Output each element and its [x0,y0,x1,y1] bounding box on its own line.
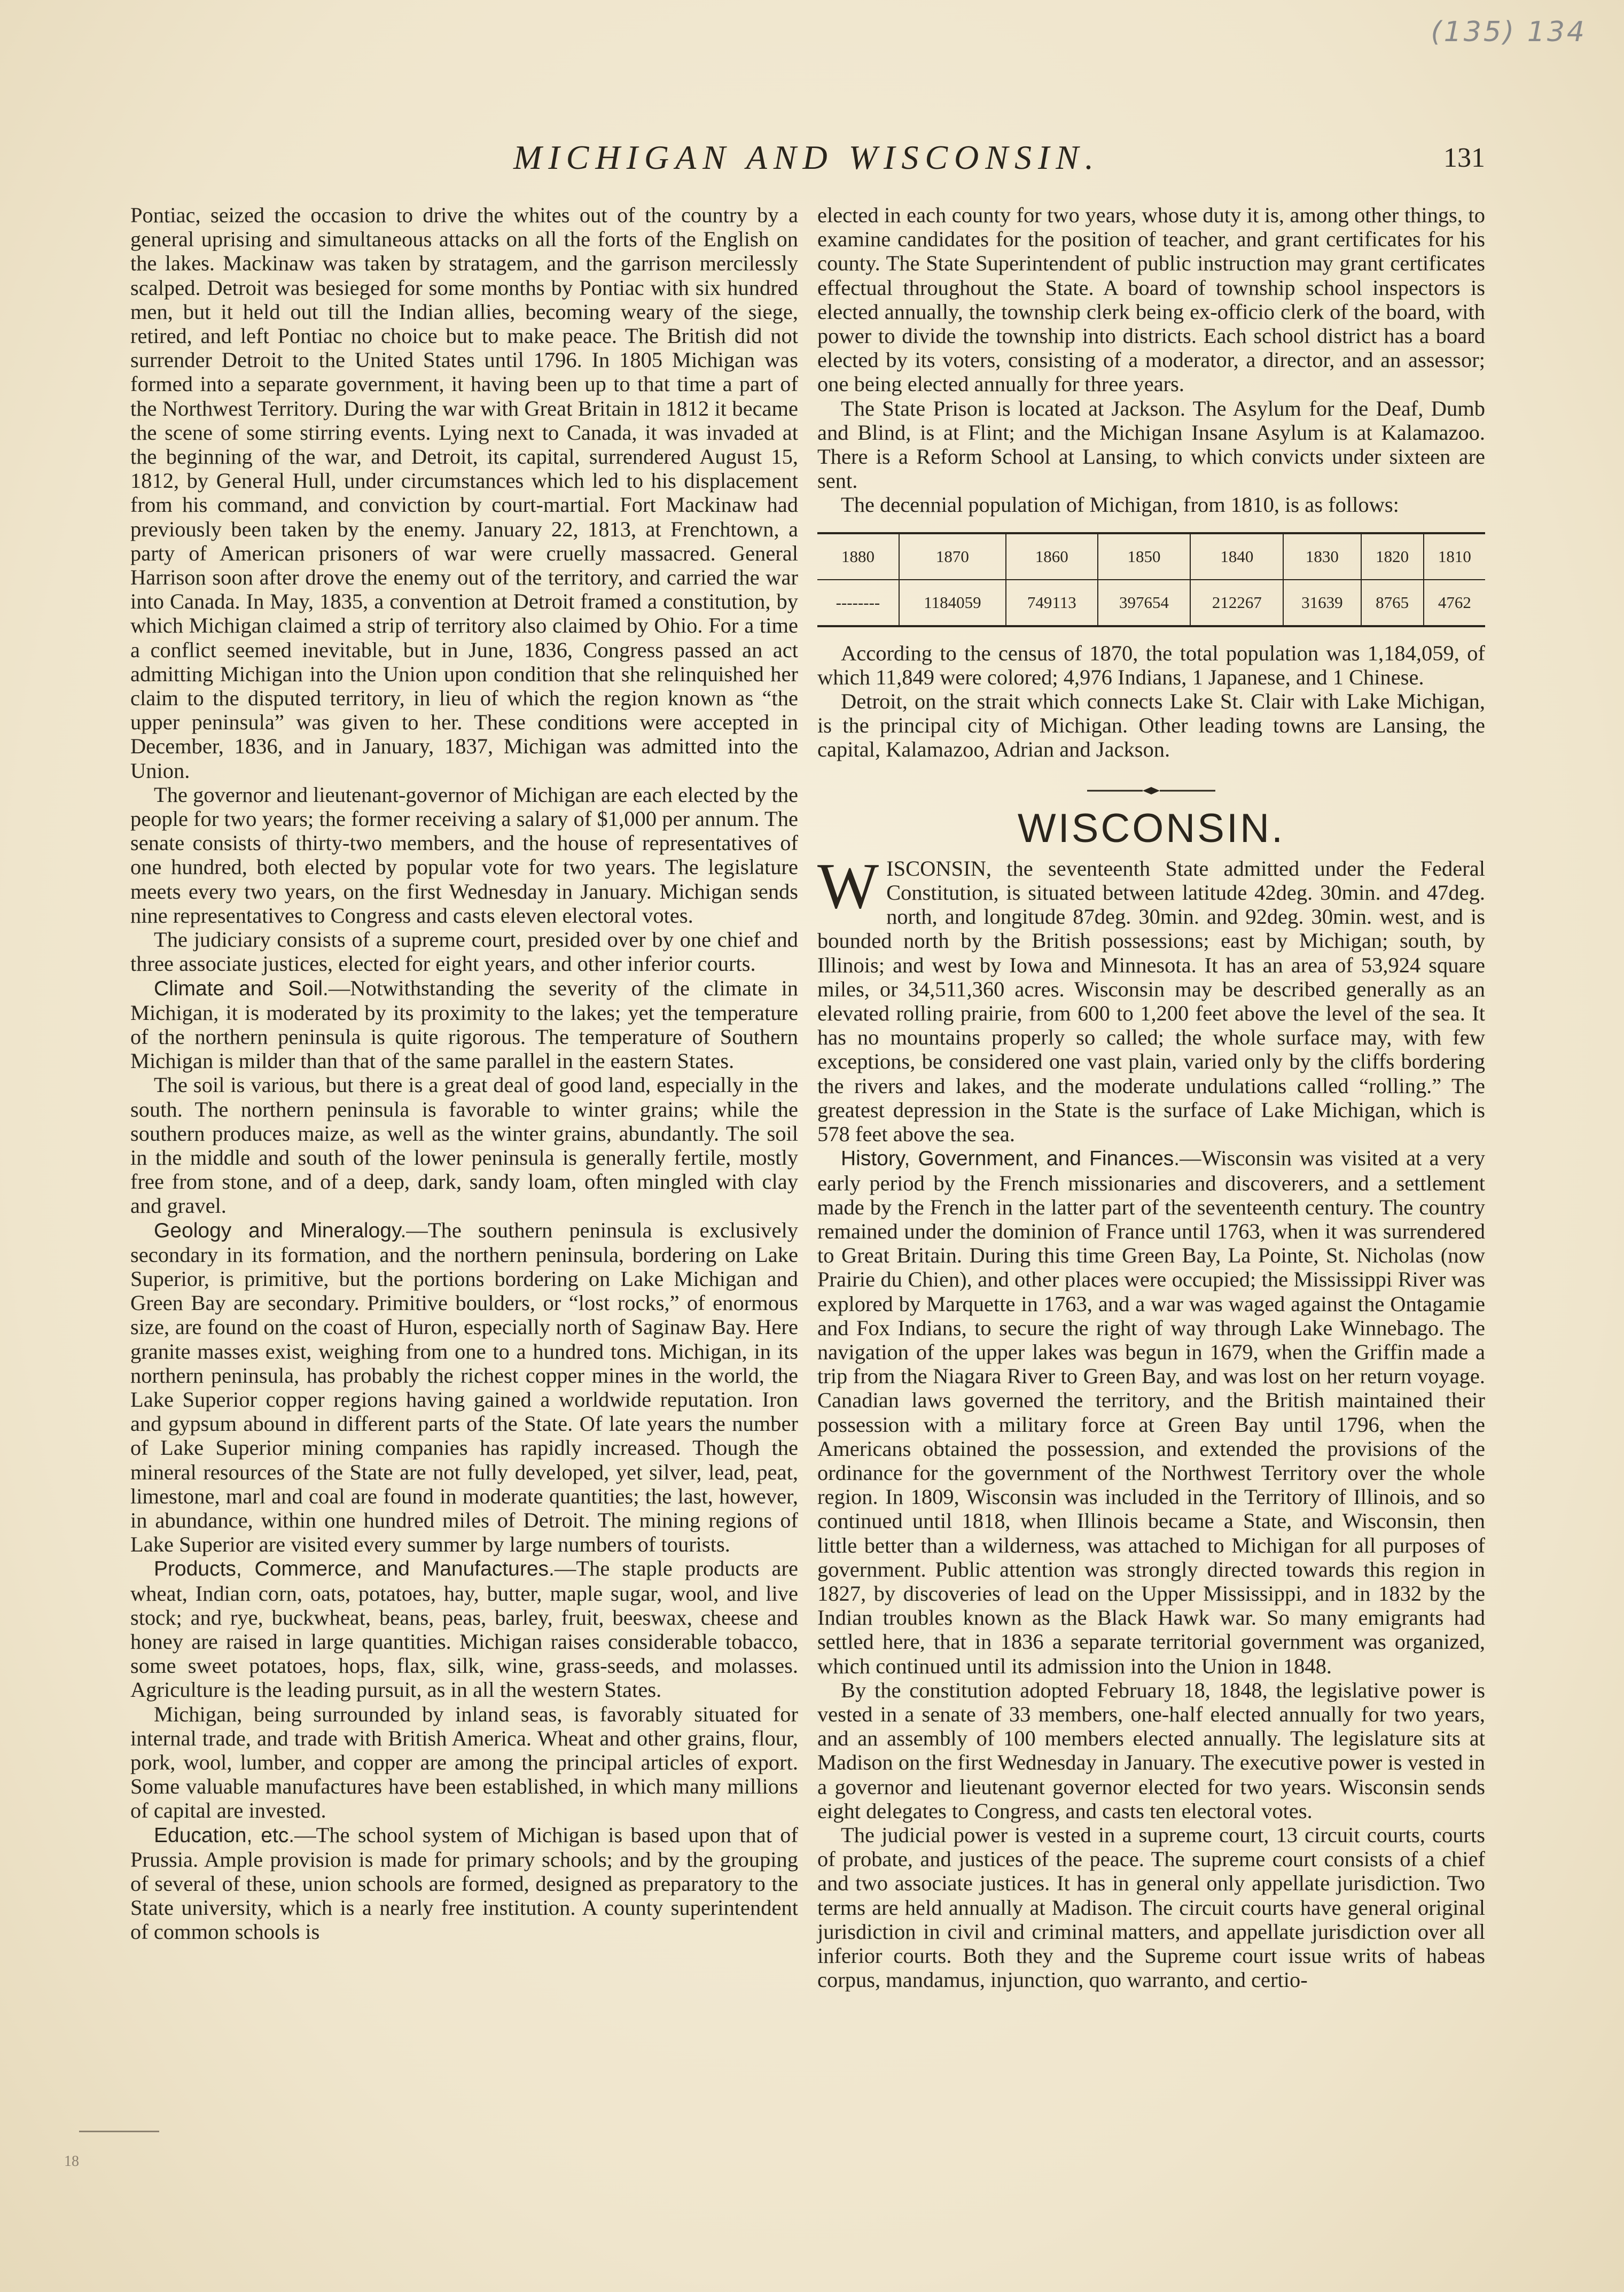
paragraph-history [817,1146,1485,1678]
census-year-row [817,533,1485,580]
paragraph-judicial: The judicial power is vested in a supreme court, 13 circuit courts, courts of probate, and justices of the peace. The supreme court consists of a chief and two associate justices. It has in general only appellate jurisdiction. Two terms are held annually at Madison. The circuit courts have general original jurisdiction in civil and criminal matters, and appellate jurisdiction over all inferior courts. Both they and the Supreme court issue writs of habeas corpus, mandamus, injunction, quo warranto, and certio- [817,1822,1485,1992]
census-table-wrapper [817,532,1485,627]
wisconsin-intro-text: ISCONSIN, the seventeenth State admitted under the Federal Constitution, is situated between latitude 42deg. 30min. and 47deg. north, and longitude 87deg. 30min. and 92deg. 30min. west, and is bounded north by the British possessions; east by Michigan; south, by Illinois; and west by Iowa and Minnesota. It has an area of 53,924 square miles, or 34,511,360 acres. Wisconsin may be described generally as an elevated rolling prairie, from 600 to 1,200 feet above the level of the sea. It has no mountains properly so called; the whole surface may, with few exceptions, be considered one vast plain, varied only by the cliffs bordering the rivers and lakes, and the moderate undulations called “rolling.” The greatest depression in the State is the surface of Lake Michigan, which is 578 feet above the sea. [817,856,1485,1147]
census-year-cell: 1830 [1283,533,1361,580]
census-year-cell: 1810 [1424,533,1485,580]
census-year-cell: 1850 [1098,533,1191,580]
pencil-page-note: (135) 134 [1431,16,1587,48]
paragraph-soil: The soil is various, but there is a great deal of good land, especially in the south. The northern peninsula is favorable to winter grains; while the southern produces maize, as well as the winter grains, abundantly. The soil in the middle and south of the lower peninsula is generally fertile, mostly free from stone, and of a deep, dark, sandy loam, often mingled with clay and gravel. [130,1073,798,1218]
page-header [128,138,1485,186]
paragraph-commerce: Michigan, being surrounded by inland seas, is favorably situated for internal trade, and trade with British America. Wheat and other grains, flour, pork, wool, lumber, and copper are among the principal articles of export. Some valuable manufactures have been established, in which many millions of capital are invested. [130,1702,798,1823]
margin-rule [79,2131,159,2132]
census-value-cell: 8765 [1361,580,1424,626]
census-year-cell: 1840 [1190,533,1283,580]
section-title-wisconsin: WISCONSIN. [1017,805,1285,851]
census-value-cell: 749113 [1006,580,1098,626]
census-value-cell: 1184059 [899,580,1006,626]
right-column [817,203,1485,1992]
census-value-row [817,580,1485,626]
products-text: —The staple products are wheat, Indian corn, oats, potatoes, hay, butter, maple sugar, wool, and live stock; and rye, buckwheat, beans, peas, barley, fruit, beeswax, cheese and honey are raised in large quantities. Michigan raises considerable tobacco, some sweet potatoes, hops, flax, silk, wine, grass-seeds, and molasses. Agriculture is the leading pursuit, as in all the western States. [130,1556,798,1702]
paragraph-wisconsin-intro [817,849,1485,1147]
section-divider-ornament [817,785,1485,796]
paragraph-constitution: By the constitution adopted February 18, 1848, the legislative power is vested in a senate of 33 members, one-half elected annually for two years, and an assembly of 100 members elected annually. The legislature sits at Madison on the first Wednesday in January. The executive power is vested in a governor and lieutenant governor elected for two years. Wisconsin sends eight delegates to Congress, and casts ten electoral votes. [817,1678,1485,1823]
paragraph-pontiac: Pontiac, seized the occasion to drive the whites out of the country by a general uprising and simultaneous attacks on all the forts of the English on the lakes. Mackinaw was taken by stratagem, and the garrison mercilessly scalped. Detroit was besieged for some months by Pontiac with six hundred men, but it held out till the Indian allies, becoming weary of the siege, retired, and left Pontiac no choice but to make peace. The British did not surrender Detroit to the United States until 1796. In 1805 Michigan was formed into a separate government, it having been up to that time a part of the Northwest Territory. During the war with Great Britain in 1812 it became the scene of some stirring events. Lying next to Canada, it was invaded at the beginning of the war, and Detroit, its capital, surrendered August 15, 1812, by General Hull, under circumstances which led to his displacement from his command, and conviction by court-martial. Fort Mackinaw had previously been taken by the enemy. January 22, 1813, at Frenchtown, a party of American prisoners of war were cruelly massacred. General Harrison soon after drove the enemy out of the territory, and carried the war into Canada. In May, 1835, a convention at Detroit framed a constitution, by which Michigan claimed a strip of territory also claimed by Ohio. For a time a conflict seemed inevitable, but in June, 1836, Congress passed an act admitting Michigan into the Union upon condition that she relinquished her claim to the disputed territory, in lieu of which the region known as “the upper peninsula” was given to her. These conditions were accepted in December, 1836, and in January, 1837, Michigan was admitted into the Union. [130,203,798,783]
census-value-cell: -------- [836,593,880,612]
education-text: —The school system of Michigan is based upon that of Prussia. Ample provision is made for primary schools; and by the grouping of several of these, union schools are formed, designed as preparatory to the State university, which is a nearly free institution. A county superintendent of common schools is [130,1822,798,1944]
census-year-cell: 1820 [1361,533,1424,580]
subheading-geology: Geology and Mineralogy. [154,1219,407,1242]
climate-text: —Notwithstanding the severity of the climate in Michigan, it is moderated by its proximity to the lakes; yet the temperature of the northern peninsula is quite rigorous. The temperature of Southern Michigan is milder than that of the same parallel in the eastern States. [130,976,798,1073]
history-text: —Wisconsin was visited at a very early period by the French missionaries and discoverers, and a settlement made by the French in the latter part of the seventeenth century. The country remained under the dominion of France until 1763, when it was surrendered to Great Britain. During this time Green Bay, La Pointe, St. Nicholas (now Prairie du Chien), and other places were occupied; the Mississippi River was explored by Marquette in 1763, and a war was waged against the Ontagamie and Fox Indians, to secure the right of way through Lake Winnebago. The navigation of the upper lakes was begun in 1679, when the Griffin made a trip from the Niagara River to Green Bay, and was lost on her return voyage. Canadian laws governed the territory, and the British maintained their possession with a military force at Green Bay until 1796, when the Americans obtained the possession, and extended the provisions of the ordinance for the government of the Northwest Territory over the whole region. In 1809, Wisconsin was included in the Territory of Illinois, and so continued until 1818, when Illinois became a State, and Wisconsin, then little better than a wilderness, was attached to Michigan for all purposes of government. Public attention was strongly directed towards this region in 1827, by discoveries of lead on the Upper Mississippi, and in 1832 by the Indian troubles known as the Black Hawk war. So many emigrants had settled here, that in 1836 a separate territorial government was organized, which continued until its admission into the Union in 1848. [817,1146,1485,1678]
divider-ornament-icon [1087,785,1215,796]
census-year-cell: 1870 [899,533,1006,580]
subheading-history: History, Government, and Finances. [841,1147,1180,1171]
census-value-cell: 4762 [1424,580,1485,626]
paragraph-climate [130,976,798,1073]
census-year-cell: 1860 [1006,533,1098,580]
subheading-products: Products, Commerce, and Manufactures. [154,1557,555,1581]
paragraph-detroit: Detroit, on the strait which connects Lake St. Clair with Lake Michigan, is the principal city of Michigan. Other leading towns are Lansing, the capital, Kalamazoo, Adrian and Jackson. [817,689,1485,762]
paragraph-governor: The governor and lieutenant-governor of Michigan are each elected by the people for two years; the former receiving a salary of $1,000 per annum. The senate consists of thirty-two members, and the house of representatives of one hundred, both elected by popular vote for two years. The legislature meets every two years, on the first Wednesday in January. Michigan sends nine representatives to Congress and casts eleven electoral votes. [130,782,798,927]
paragraph-products [130,1556,798,1702]
census-year-cell: 1880 [817,533,899,580]
census-value-cell: 397654 [1098,580,1191,626]
census-value-cell: 31639 [1283,580,1361,626]
paragraph-census-1870: According to the census of 1870, the total population was 1,184,059, of which 11,849 were colored; 4,976 Indians, 1 Japanese, and 1 Chinese. [817,641,1485,689]
margin-note: 18 [64,2153,79,2170]
geology-text: —The southern peninsula is exclusively secondary in its formation, and the northern peninsula, bordering on Lake Superior, is primitive, but the portions bordering on Lake Michigan and Green Bay are secondary. Primitive boulders, or “lost rocks,” of enormous size, are found on the coast of Huron, especially north of Saginaw Bay. Here granite masses exist, weighing from one to a hundred tons. Michigan, in its northern peninsula, has probably the richest copper mines in the world, the Lake Superior copper regions having gained a worldwide reputation. Iron and gypsum abound in different parts of the State. Of late years the number of Lake Superior mining companies has rapidly increased. Though the mineral resources of the State are not fully developed, yet silver, lead, peat, limestone, marl and coal are found in moderate quantities; the last, however, in abundance, within one hundred miles of Detroit. The mining regions of Lake Superior are visited every summer by large numbers of tourists. [130,1218,798,1557]
running-title: MICHIGAN AND WISCONSIN. [513,138,1100,176]
left-column [130,203,798,1944]
paragraph-schools: elected in each county for two years, whose duty it is, among other things, to examine candidates for the position of teacher, and grant certificates for his county. The State Superintendent of public instruction may grant certificates effectual throughout the State. A board of township school inspectors is elected annually, the township clerk being ex-officio clerk of the board, with power to divide the township into districts. Each school district has a board elected by its voters, consisting of a moderator, a director, and an assessor; one being elected annually for three years. [817,203,1485,396]
paragraph-institutions: The State Prison is located at Jackson. The Asylum for the Deaf, Dumb and Blind, is at Flint; and the Michigan Insane Asylum is at Kalamazoo. There is a Reform School at Lansing, to which convicts under sixteen are sent. [817,396,1485,493]
subheading-climate: Climate and Soil. [154,977,329,1000]
paragraph-geology [130,1218,798,1557]
page-number: 131 [1443,143,1485,173]
paragraph-judiciary: The judiciary consists of a supreme court, presided over by one chief and three associate justices, elected for eight years, and other inferior courts. [130,927,798,976]
drop-cap-letter: W [817,849,879,922]
census-value-cell: 212267 [1190,580,1283,626]
subheading-education: Education, etc. [154,1823,295,1847]
census-table [817,532,1485,627]
paragraph-education [130,1823,798,1944]
paragraph-population-intro: The decennial population of Michigan, from 1810, is as follows: [841,493,1399,517]
